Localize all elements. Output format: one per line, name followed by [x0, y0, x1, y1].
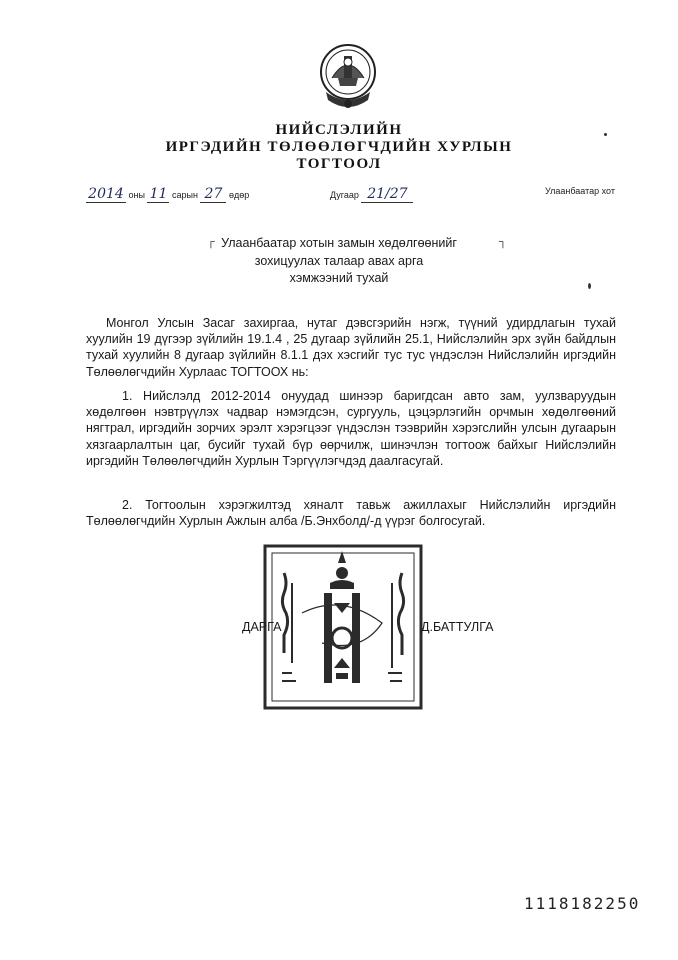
- header-line-1: НИЙСЛЭЛИЙН: [275, 122, 403, 138]
- scan-speck: [588, 283, 591, 289]
- header-line-2: ИРГЭДИЙН ТӨЛӨӨЛӨГЧДИЙН ХУРЛЫН: [165, 139, 513, 155]
- subject-line-3: хэмжээний тухай: [289, 271, 389, 285]
- date-day: 27: [200, 186, 226, 203]
- number-label: Дугаар: [330, 190, 359, 200]
- number-value: 21/27: [361, 186, 413, 203]
- document-number: [330, 186, 413, 203]
- place: Улаанбаатар хот: [545, 186, 615, 196]
- date-line: [86, 186, 249, 203]
- signer-title: ДАРГА: [242, 620, 282, 634]
- item-2-paragraph: 2. Тогтоолын хэрэгжилтэд хяналт тавьж ажиллахыг Нийслэлийн иргэдийн Төлөөлөгчдийн Хурлын Ажлын алба /Б.Энхболд/-д үүрэг болгосугай.: [86, 498, 616, 529]
- official-stamp-icon: [262, 543, 424, 711]
- state-emblem-icon: [318, 42, 378, 114]
- subject-line-1: Улаанбаатар хотын замын хөдөлгөөнийг: [221, 236, 457, 250]
- serial-number: 1118182250: [524, 894, 641, 913]
- date-day-suffix: өдөр: [228, 190, 250, 200]
- header-title: ТОГТООЛ: [296, 156, 382, 172]
- bracket-left: ┌: [207, 236, 215, 248]
- date-month: 11: [147, 186, 169, 203]
- date-year: 2014: [86, 186, 126, 203]
- date-month-suffix: сарын: [172, 190, 198, 200]
- scan-speck: [604, 133, 607, 136]
- preamble-paragraph: Монгол Улсын Засаг захиргаа, нутаг дэвсгэрийн нэгж, түүний удирдлагын тухай хуулийн 19 дүгээр зүйлийн 19.1.4 , 25 дугаар зүйлийн 25.1, Нийслэлийн эрх зүйн байдлын тухай хуулийн 8 дугаар зүйлийн 8.1.1 дэх хэсгийг тус тус үндэслэн Нийслэлийн иргэдийн Төлөөлөгчдийн Хурлаас ТОГТООХ нь:: [86, 316, 616, 379]
- item-1-paragraph: 1. Нийслэлд 2012-2014 онуудад шинээр баригдсан авто зам, уулзваруудын хөдөлгөөн нэвтрүүлэх чадвар нэмэгдсэн, сургууль, цэцэрлэгийн орчмын хөдөлгөөний нягтрал, иргэдийн зорчих эрэлт хэрэгцээг үндэслэн тээврийн хэрэгслийн улсын дугаарын хязгаарлалтын цаг, бусийг тухай бүр өөрчилж, шинэчлэн тогтоож байхыг Нийслэлийн иргэдийн Төлөөлөгчдийн Хурлын Тэргүүлэгчдэд даалгасугай.: [86, 389, 616, 468]
- signer-name: Д.БАТТУЛГА: [421, 620, 494, 634]
- bracket-right: ┐: [499, 236, 507, 248]
- subject-line-2: зохицуулах талаар авах арга: [254, 254, 424, 268]
- date-year-suffix: оны: [128, 190, 145, 200]
